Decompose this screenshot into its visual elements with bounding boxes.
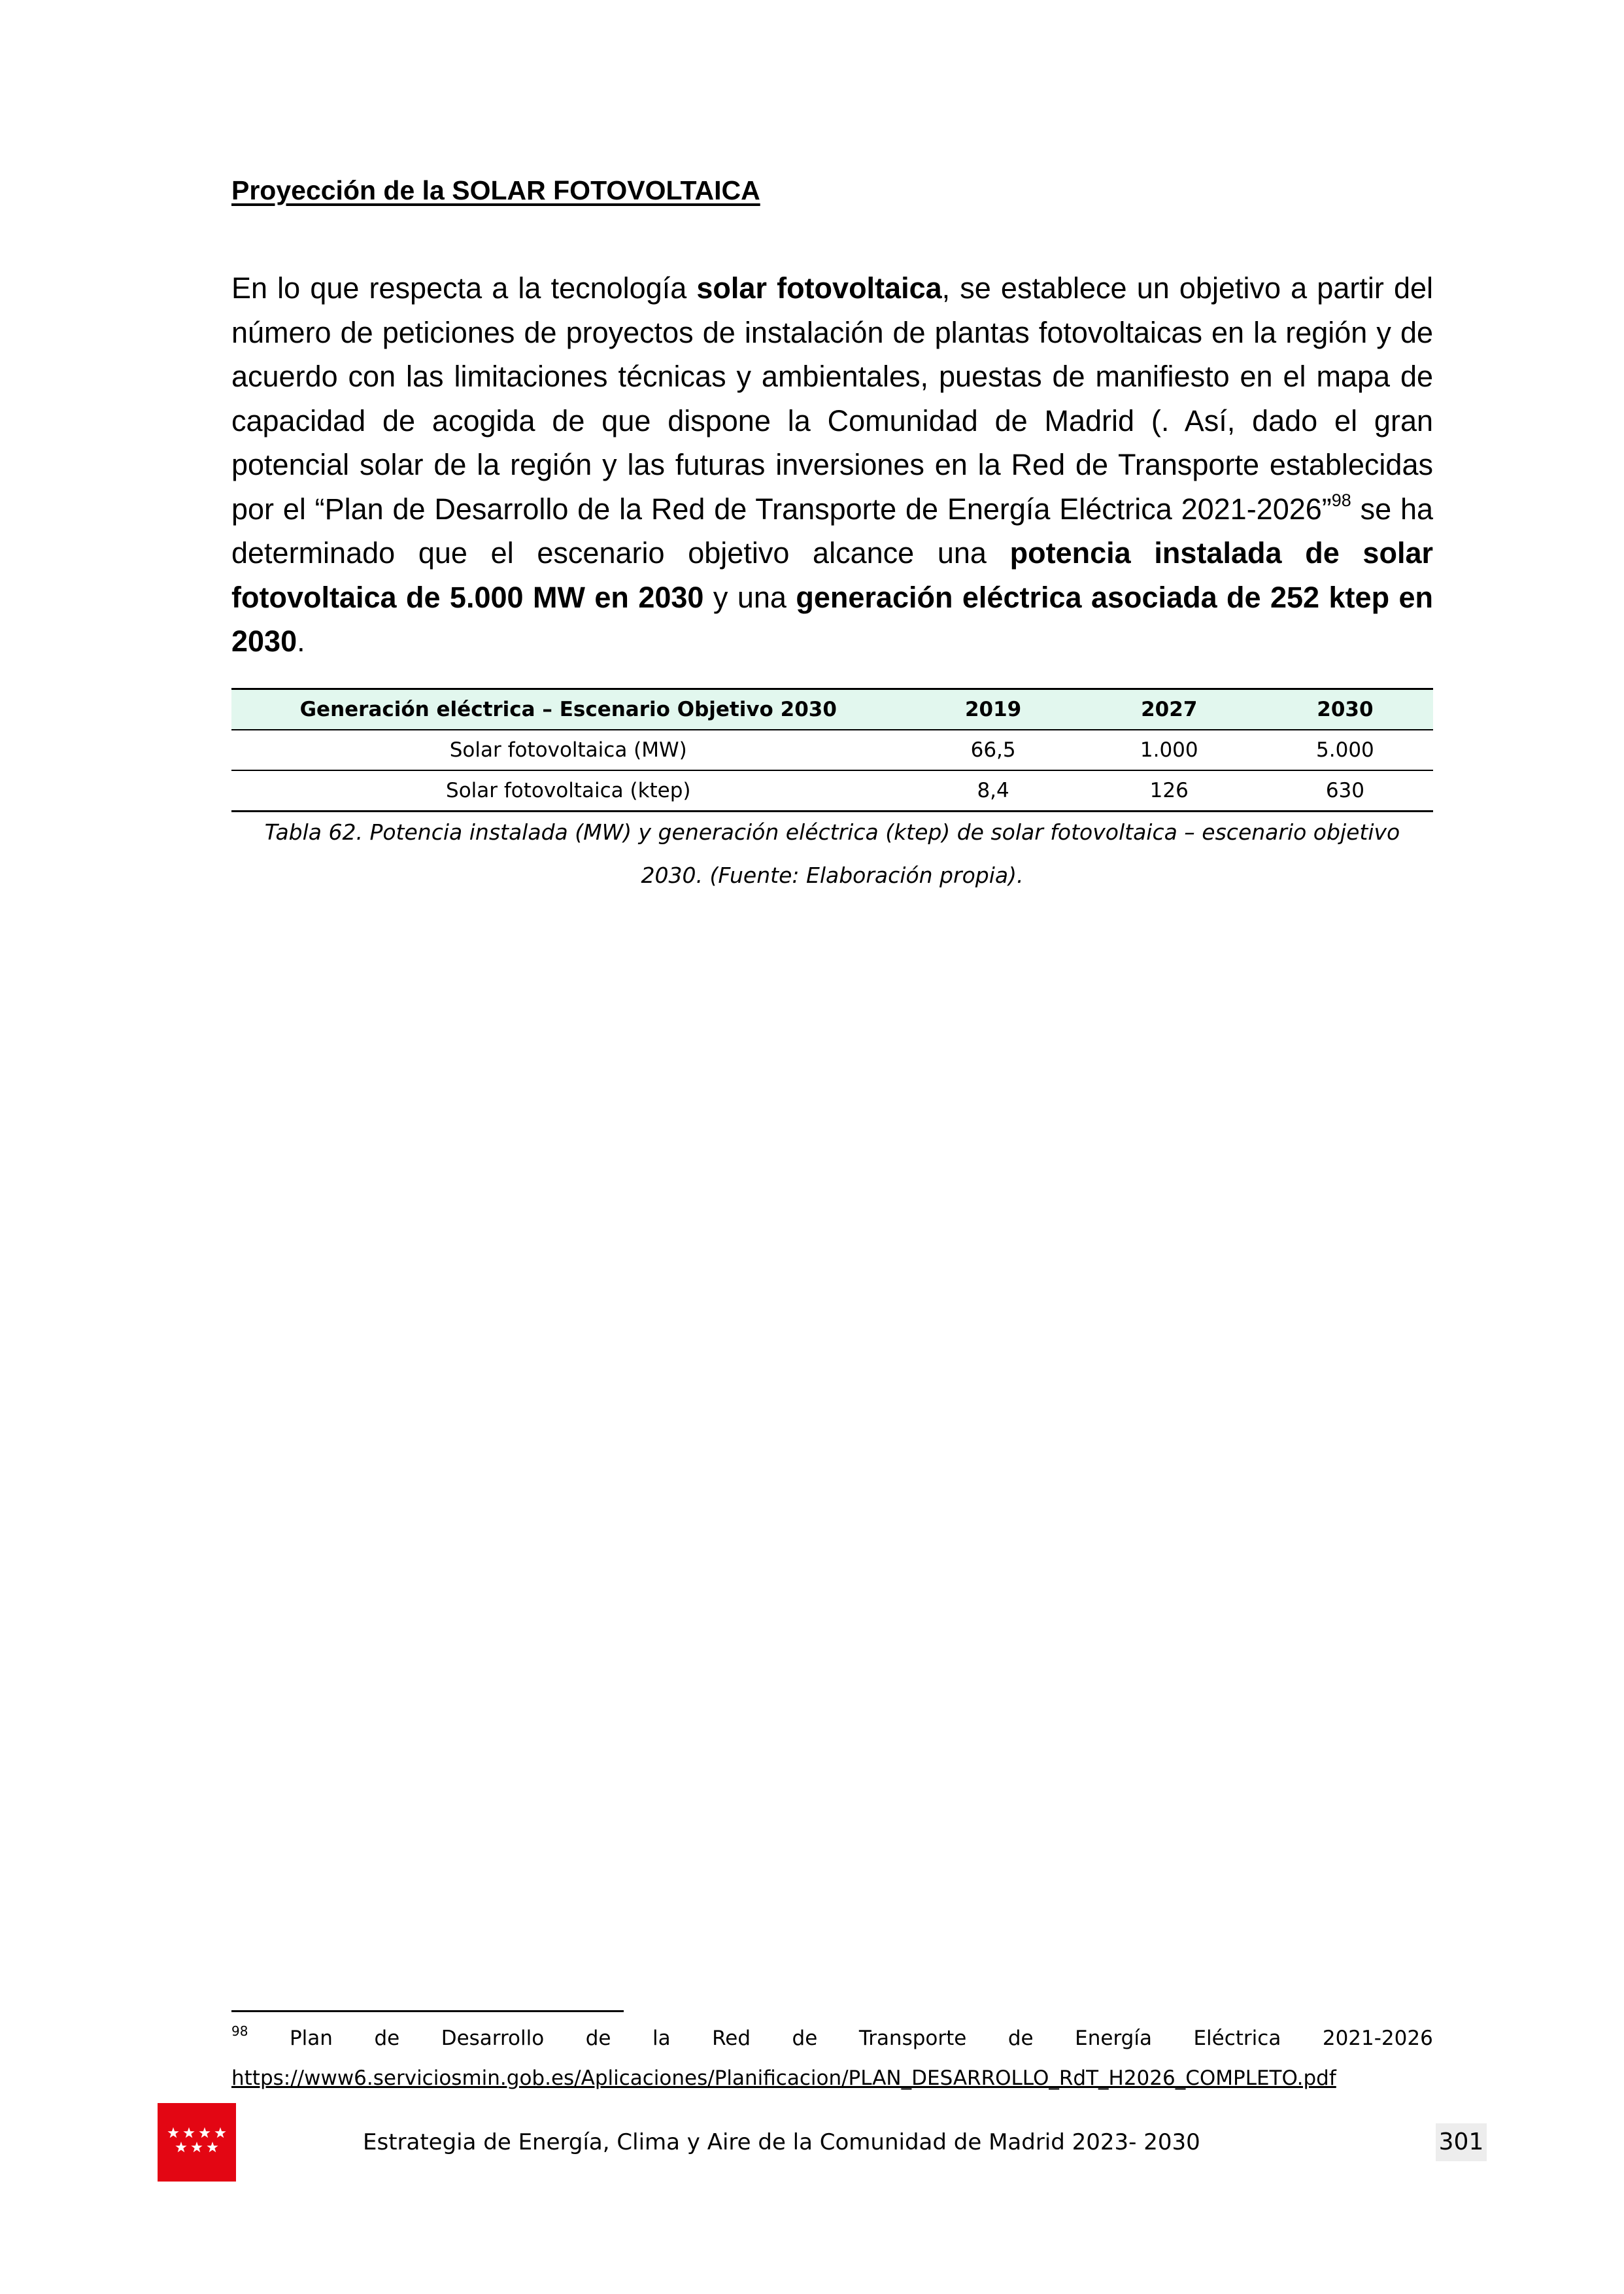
- table-row: [231, 730, 1433, 770]
- table-header-cell: 2027: [1141, 698, 1198, 721]
- bold-run: solar fotovoltaica: [696, 271, 942, 305]
- bold-run: generación eléctrica asociada de 252 ktep en 2030: [231, 580, 1434, 658]
- text-run: .: [297, 625, 305, 658]
- footnote-separator: [231, 2010, 624, 2012]
- footnote-word: de: [1007, 2027, 1034, 2050]
- table-caption: Tabla 62. Potencia instalada (MW) y generación eléctrica (ktep) de solar fotovoltaica – escenario objetivo 2030. (Fuente: Elaboración propia).: [264, 819, 1400, 888]
- page-number: 301: [1436, 2123, 1487, 2161]
- table-header-cell: Generación eléctrica – Escenario Objetivo 2030: [299, 698, 837, 721]
- table-cell: 1.000: [1140, 738, 1198, 762]
- footnote-reference[interactable]: 98: [1331, 490, 1351, 510]
- stars-icon: [158, 2103, 236, 2182]
- text-run: , se establece un objetivo a partir del número de peticiones de proyectos de instalación de plantas fotovoltaicas en la región y de acuerdo con las limitaciones técnicas y ambientales, puestas de manifiesto en el mapa de capacidad de acogida de que dispone la Comunidad de Madrid (. Así, dado el gran potencial solar de la región y las futuras inversiones en la Red de Transporte establecidas por el “Plan de Desarrollo de la Red de Transporte de Energía Eléctrica 2021-2026”: [231, 271, 1434, 526]
- table-cell: Solar fotovoltaica (MW): [449, 738, 687, 762]
- text-run: y una: [703, 580, 796, 614]
- section-title: Proyección de la SOLAR FOTOVOLTAICA: [231, 175, 760, 205]
- footer-title: Estrategia de Energía, Clima y Aire de la Comunidad de Madrid 2023- 2030: [363, 2129, 1200, 2155]
- text-run: se ha determinado que el escenario objetivo alcance una: [231, 492, 1433, 570]
- footnote-word: de: [585, 2027, 611, 2050]
- text-run: En lo que respecta a la tecnología: [231, 271, 697, 305]
- footnote-word: Plan: [289, 2027, 333, 2050]
- table-header-row: [231, 689, 1433, 730]
- table-cell: 8,4: [977, 779, 1009, 802]
- generation-table: [231, 688, 1433, 812]
- comunidad-madrid-logo-icon: [158, 2103, 236, 2182]
- body-paragraph: [231, 266, 1433, 664]
- footnote-word: de: [374, 2027, 400, 2050]
- table-cell: 126: [1149, 779, 1189, 802]
- table-cell: 630: [1325, 779, 1364, 802]
- footnote-title-line: [231, 2019, 1433, 2059]
- table-cell: 5.000: [1316, 738, 1374, 762]
- footnote-link[interactable]: https://www6.serviciosmin.gob.es/Aplicaciones/Planificacion/PLAN_DESARROLLO_RdT_H2026_COMPLETO.pdf: [231, 2066, 1336, 2090]
- footnote-word: de: [792, 2027, 818, 2050]
- footnote-word: Energía: [1075, 2027, 1152, 2050]
- table-cell: Solar fotovoltaica (ktep): [446, 779, 691, 802]
- footnote-word: Red: [712, 2027, 751, 2050]
- bold-run: potencia instalada de solar fotovoltaica de 5.000 MW en 2030: [231, 536, 1433, 614]
- table-row: [231, 770, 1433, 812]
- footnote-word: Desarrollo: [441, 2027, 545, 2050]
- footnote: [231, 2019, 1433, 2097]
- table-header-cell: 2019: [964, 698, 1022, 721]
- footnote-number: 98: [231, 2023, 248, 2039]
- footnote-word: 2021-2026: [1322, 2027, 1433, 2050]
- footnote-word: Eléctrica: [1193, 2027, 1281, 2050]
- footnote-word: la: [652, 2027, 671, 2050]
- table-header-cell: 2030: [1317, 698, 1374, 721]
- footnote-word: Transporte: [858, 2027, 967, 2050]
- table-cell: 66,5: [970, 738, 1016, 762]
